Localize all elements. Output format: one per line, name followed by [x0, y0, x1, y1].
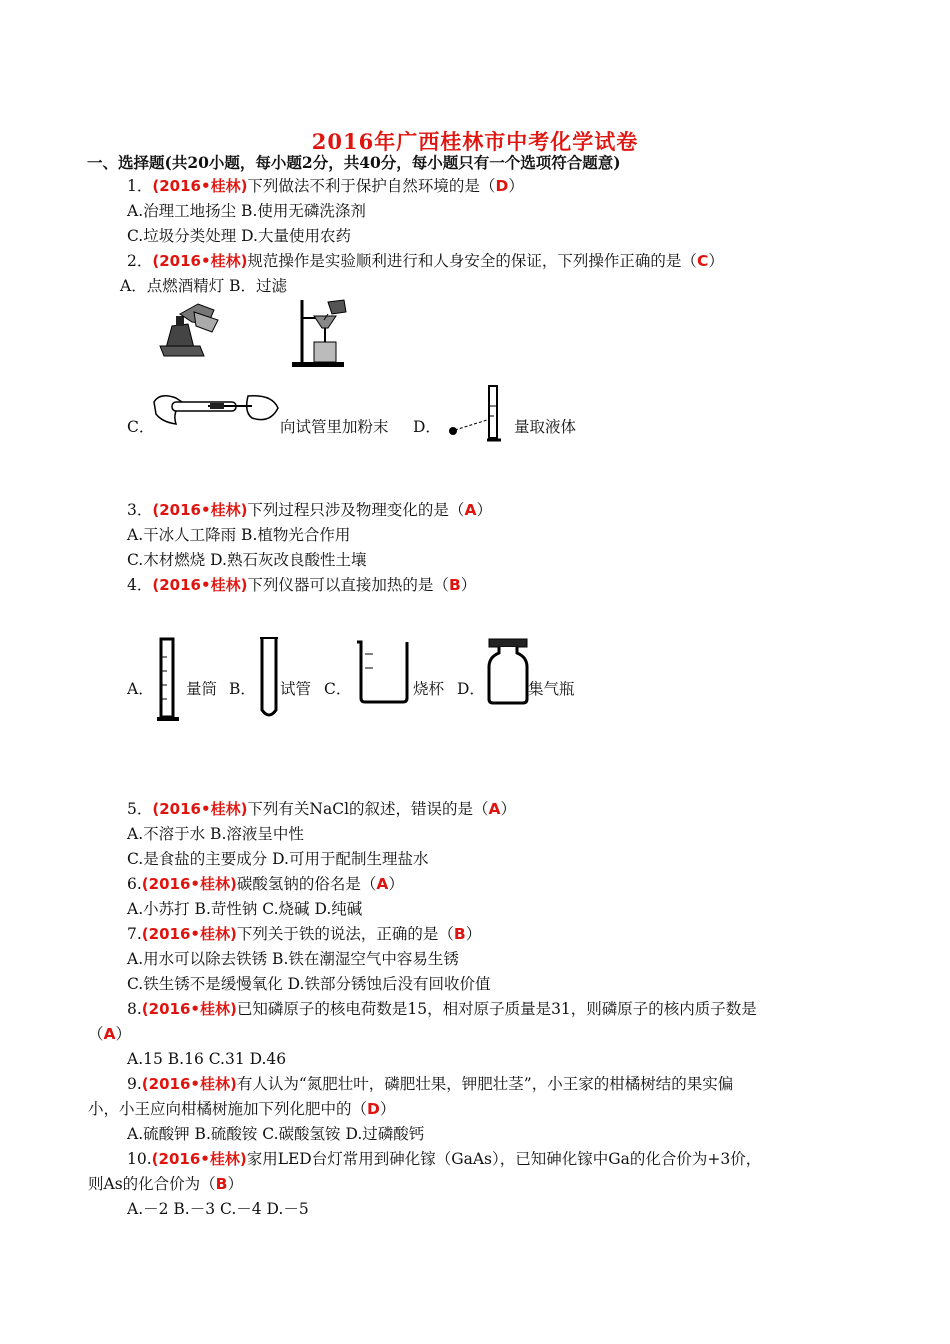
- answer-4: B: [448, 576, 461, 594]
- question-6: 6.(2016•桂林)碳酸氢钠的俗名是（A）: [127, 875, 404, 893]
- q4-option-d-name: 集气瓶: [528, 680, 575, 698]
- question-7: 7.(2016•桂林)下列关于铁的说法，正确的是（B）: [127, 925, 482, 943]
- answer-3: A: [464, 501, 477, 519]
- answer-2: C: [696, 252, 709, 270]
- q4-option-b-name: 试管: [280, 680, 312, 698]
- answer-5: A: [488, 800, 501, 818]
- source-tag: (2016•桂林): [141, 1000, 237, 1018]
- answer-9: D: [367, 1100, 380, 1118]
- q8-options: A.15 B.16 C.31 D.46: [127, 1050, 287, 1068]
- question-9-cont: 小，小王应向柑橘树施加下列化肥中的（D）: [88, 1100, 396, 1118]
- q7-options-1: A.用水可以除去铁锈 B.铁在潮湿空气中容易生锈: [127, 950, 459, 968]
- source-tag: (2016•桂林): [152, 252, 248, 270]
- question-3: 3．(2016•桂林)下列过程只涉及物理变化的是（A）: [127, 501, 492, 519]
- q5-options-1: A.不溶于水 B.溶液呈中性: [127, 825, 304, 843]
- q2-options-ab: A．点燃酒精灯 B．过滤: [120, 277, 288, 295]
- test-tube-icon: [258, 636, 280, 722]
- lighting-alcohol-lamp-illustration: [158, 302, 220, 358]
- q4-option-c-name: 烧杯: [413, 680, 445, 698]
- q2-option-d-text: 量取液体: [514, 418, 577, 436]
- question-8-cont: （A）: [88, 1025, 132, 1043]
- q1-options-1: A.治理工地扬尘 B.使用无磷洗涤剂: [127, 202, 366, 220]
- q4-option-d-letter: D．: [457, 680, 485, 698]
- answer-10: B: [215, 1175, 228, 1193]
- answer-8: A: [103, 1025, 116, 1043]
- question-2: 2．(2016•桂林)规范操作是实验顺利进行和人身安全的保证，下列操作正确的是（C）: [127, 252, 724, 270]
- q4-option-c-letter: C．: [324, 680, 352, 698]
- q3-options-2: C.木材燃烧 D.熟石灰改良酸性土壤: [127, 551, 367, 569]
- q2-option-d-letter: D．: [413, 418, 441, 436]
- question-9: 9.(2016•桂林)有人认为“氮肥壮叶，磷肥壮果，钾肥壮茎”，小王家的柑橘树结的果实偏: [127, 1075, 734, 1093]
- measuring-liquid-illustration: [443, 384, 513, 444]
- source-tag: (2016•桂林): [152, 800, 248, 818]
- section-heading: 一、选择题(共20小题，每小题2分，共40分，每小题只有一个选项符合题意): [87, 153, 621, 172]
- source-tag: (2016•桂林): [151, 1150, 247, 1168]
- q5-options-2: C.是食盐的主要成分 D.可用于配制生理盐水: [127, 850, 429, 868]
- source-tag: (2016•桂林): [152, 177, 248, 195]
- q2-option-c-text: 向试管里加粉末: [280, 418, 389, 436]
- answer-1: D: [495, 177, 509, 195]
- graduated-cylinder-icon: [155, 637, 183, 723]
- question-8: 8.(2016•桂林)已知磷原子的核电荷数是15，相对原子质量是31，则磷原子的核内质子数是: [127, 1000, 757, 1018]
- adding-powder-to-test-tube-illustration: [152, 388, 280, 428]
- q9-options: A.硫酸钾 B.硫酸铵 C.碳酸氢铵 D.过磷酸钙: [127, 1125, 425, 1143]
- source-tag: (2016•桂林): [152, 576, 248, 594]
- beaker-icon: [355, 638, 413, 704]
- q10-options: A.－2 B.－3 C.－4 D.－5: [127, 1200, 309, 1218]
- q6-options: A.小苏打 B.苛性钠 C.烧碱 D.纯碱: [127, 900, 363, 918]
- q7-options-2: C.铁生锈不是缓慢氧化 D.铁部分锈蚀后没有回收价值: [127, 975, 491, 993]
- q2-option-c-letter: C．: [127, 418, 155, 436]
- source-tag: (2016•桂林): [141, 875, 237, 893]
- q1-options-2: C.垃圾分类处理 D.大量使用农药: [127, 227, 351, 245]
- q4-option-b-letter: B．: [229, 680, 256, 698]
- q4-option-a-name: 量筒: [186, 680, 218, 698]
- answer-7: B: [453, 925, 466, 943]
- filtration-illustration: [288, 298, 350, 368]
- answer-6: A: [376, 875, 389, 893]
- source-tag: (2016•桂林): [141, 925, 237, 943]
- page-title: 2016年广西桂林市中考化学试卷: [311, 129, 639, 154]
- source-tag: (2016•桂林): [152, 501, 248, 519]
- question-5: 5．(2016•桂林)下列有关NaCl的叙述，错误的是（A）: [127, 800, 517, 818]
- q4-option-a-letter: A．: [127, 680, 154, 698]
- source-tag: (2016•桂林): [141, 1075, 237, 1093]
- question-4: 4．(2016•桂林)下列仪器可以直接加热的是（B）: [127, 576, 477, 594]
- q3-options-1: A.干冰人工降雨 B.植物光合作用: [127, 526, 351, 544]
- question-10: 10.(2016•桂林)家用LED台灯常用到砷化镓（GaAs），已知砷化镓中Ga的化合价为+3价，: [127, 1150, 762, 1168]
- question-10-cont: 则As的化合价为（B）: [88, 1175, 243, 1193]
- gas-collecting-bottle-icon: [487, 637, 531, 707]
- question-1: 1．(2016•桂林)下列做法不利于保护自然环境的是（D）: [127, 177, 524, 195]
